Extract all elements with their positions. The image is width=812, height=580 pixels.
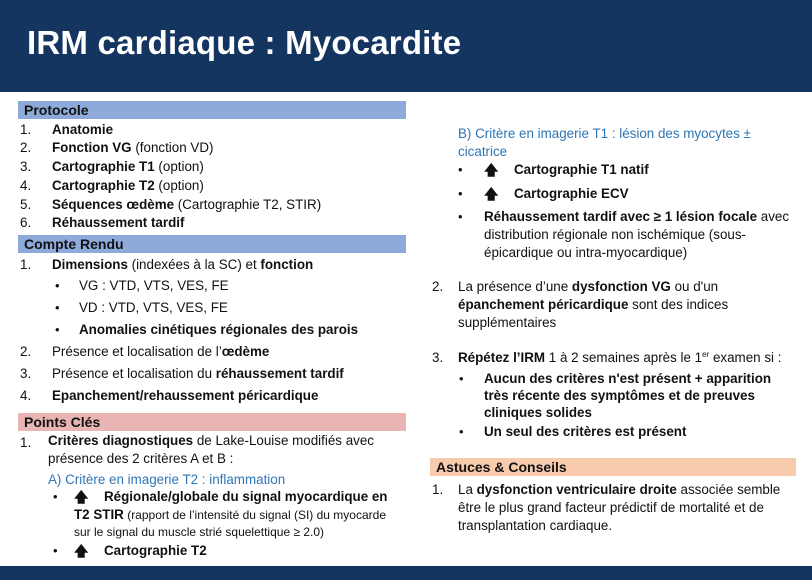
compte-rendu-subitem: Anomalies cinétiques régionales des parois bbox=[79, 322, 359, 337]
protocole-num: 3. bbox=[20, 159, 32, 174]
right-item2-line1: La présence d’une dysfonction VG ou d'un bbox=[458, 279, 719, 294]
protocole-item: Cartographie T2 (option) bbox=[52, 178, 204, 193]
arrow-up-icon: 🡅 bbox=[484, 186, 499, 202]
critere-a-bullet1-line3: sur le signal du muscle strié squelettique ≥ 2.0) bbox=[74, 525, 325, 539]
page-title: IRM cardiaque : Myocardite bbox=[27, 24, 462, 61]
bullet: • bbox=[53, 543, 58, 558]
bullet: • bbox=[458, 186, 463, 201]
points-cles-num: 1. bbox=[20, 435, 32, 450]
protocole-item: Cartographie T1 (option) bbox=[52, 159, 204, 174]
right-item2-line3: supplémentaires bbox=[458, 315, 557, 330]
critere-a-bullet1-line1: Régionale/globale du signal myocardique en bbox=[104, 489, 388, 504]
compte-rendu-heading: Compte Rendu bbox=[18, 235, 406, 253]
compte-rendu-subitem: VG : VTD, VTS, VES, FE bbox=[79, 278, 229, 293]
compte-rendu-item: Epanchement/rehaussement péricardique bbox=[52, 388, 319, 403]
protocole-num: 1. bbox=[20, 122, 32, 137]
right-item3-bullet1-line1: Aucun des critères n'est présent + apparition bbox=[484, 371, 772, 386]
arrow-up-icon: 🡅 bbox=[74, 489, 89, 505]
astuces-num: 1. bbox=[432, 482, 444, 497]
critere-b-bullet1: Cartographie T1 natif bbox=[514, 162, 649, 177]
right-num: 3. bbox=[432, 350, 444, 365]
critere-b-bullet3-line1: Réhaussement tardif avec ≥ 1 lésion focale avec bbox=[484, 209, 790, 224]
critere-a-bullet2: Cartographie T2 bbox=[104, 543, 207, 558]
bullet: • bbox=[459, 424, 464, 439]
protocole-num: 5. bbox=[20, 197, 32, 212]
protocole-item: Séquences œdème (Cartographie T2, STIR) bbox=[52, 197, 322, 212]
protocole-num: 6. bbox=[20, 215, 32, 230]
critere-b-bullet2: Cartographie ECV bbox=[514, 186, 629, 201]
compte-rendu-num: 3. bbox=[20, 366, 32, 381]
right-item3-bullet1-line3: cliniques solides bbox=[484, 405, 592, 420]
points-cles-item-line1: Critères diagnostiques de Lake-Louise modifiés avec bbox=[48, 433, 374, 448]
protocole-item: Anatomie bbox=[52, 122, 114, 137]
bullet: • bbox=[55, 322, 60, 337]
right-item3-bullet1-line2: très récente des symptômes et de preuves bbox=[484, 388, 755, 403]
bullet: • bbox=[53, 489, 58, 504]
right-item2-line2: épanchement péricardique sont des indices bbox=[458, 297, 729, 312]
protocole-num: 4. bbox=[20, 178, 32, 193]
right-num: 2. bbox=[432, 279, 444, 294]
protocole-heading: Protocole bbox=[18, 101, 406, 119]
critere-b-label-line1: B) Critère en imagerie T1 : lésion des myocytes ± bbox=[458, 126, 751, 141]
compte-rendu-num: 2. bbox=[20, 344, 32, 359]
right-item3-line1: Répétez l’IRM 1 à 2 semaines après le 1er examen si : bbox=[458, 350, 782, 365]
astuces-item-line3: transplantation cardiaque. bbox=[458, 518, 613, 533]
bullet: • bbox=[55, 300, 60, 315]
right-item3-bullet2: Un seul des critères est présent bbox=[484, 424, 687, 439]
title-banner bbox=[0, 0, 812, 92]
bullet: • bbox=[459, 371, 464, 386]
protocole-num: 2. bbox=[20, 140, 32, 155]
protocole-item: Réhaussement tardif bbox=[52, 215, 185, 230]
footer-bar bbox=[0, 566, 812, 580]
critere-a-bullet1-line2: T2 STIR (rapport de l’intensité du signal (SI) du myocarde bbox=[74, 507, 386, 522]
astuces-heading: Astuces & Conseils bbox=[430, 458, 796, 476]
compte-rendu-item: Dimensions (indexées à la SC) et fonction bbox=[52, 257, 314, 272]
bullet: • bbox=[458, 162, 463, 177]
astuces-item-line2: être le plus grand facteur prédictif de mortalité et de bbox=[458, 500, 764, 515]
critere-b-bullet3-line2: distribution régionale non ischémique (sous- bbox=[484, 227, 747, 242]
critere-b-label-line2: cicatrice bbox=[458, 144, 508, 159]
critere-b-bullet3-line3: épicardique ou intra-myocardique) bbox=[484, 245, 688, 260]
protocole-item: Fonction VG (fonction VD) bbox=[52, 140, 214, 155]
points-cles-heading: Points Clés bbox=[18, 413, 406, 431]
compte-rendu-item: Présence et localisation du réhaussement tardif bbox=[52, 366, 344, 381]
bullet: • bbox=[458, 209, 463, 224]
astuces-item-line1: La dysfonction ventriculaire droite associée semble bbox=[458, 482, 781, 497]
compte-rendu-num: 1. bbox=[20, 257, 32, 272]
arrow-up-icon: 🡅 bbox=[484, 162, 499, 178]
compte-rendu-item: Présence et localisation de l’œdème bbox=[52, 344, 270, 359]
compte-rendu-subitem: VD : VTD, VTS, VES, FE bbox=[79, 300, 228, 315]
bullet: • bbox=[55, 278, 60, 293]
compte-rendu-num: 4. bbox=[20, 388, 32, 403]
points-cles-item-line2: présence des 2 critères A et B : bbox=[48, 451, 234, 466]
arrow-up-icon: 🡅 bbox=[74, 543, 89, 559]
critere-a-label: A) Critère en imagerie T2 : inflammation bbox=[48, 472, 286, 487]
